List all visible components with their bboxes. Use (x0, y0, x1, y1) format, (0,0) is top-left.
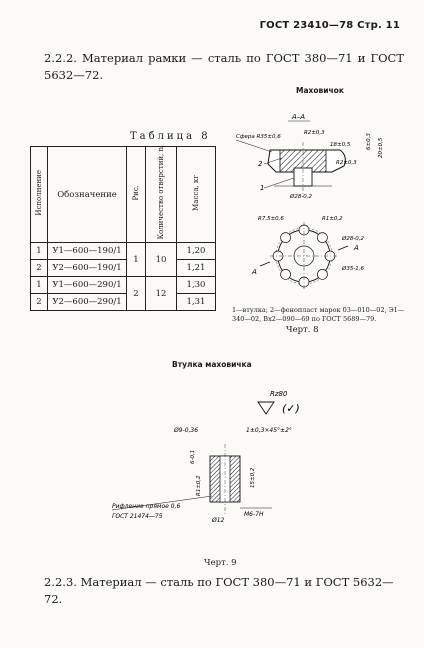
cell-fig: 2 (127, 277, 146, 311)
cell-mass: 1,30 (177, 277, 216, 294)
table-row (31, 260, 216, 277)
rz-label: Rz80 (270, 390, 288, 398)
diam28-label: Ø28-0,2 (290, 194, 313, 200)
r75-label: R7,5±0,6 (258, 216, 284, 222)
dim-18-label: 18±0,5 (330, 142, 351, 148)
d12-label: 15±0,2 (250, 467, 256, 488)
handwheel-section (268, 142, 345, 194)
cell-designation: У1—600—290/1 (48, 277, 127, 294)
r1-label: R1±0,2 (322, 216, 343, 222)
table-row (31, 294, 216, 311)
figure-8-caption: Черт. 8 (286, 325, 319, 335)
d9-label: Ø9-0,36 (174, 427, 199, 434)
cell-exec: 1 (31, 277, 48, 294)
sphere-label: Сфера R35±0,6 (236, 134, 281, 140)
knurl-label: Рифление прямое 0,6 (112, 503, 181, 510)
cell-mass: 1,21 (177, 260, 216, 277)
paragraph-2-2-2: 2.2.2. Материал рамки — сталь по ГОСТ 380—71 и ГОСТ 5632—72. (44, 51, 404, 82)
cell-exec: 1 (31, 243, 48, 260)
figure-9-title: Втулка маховичка (172, 360, 252, 369)
header-figure: Рис. (132, 185, 140, 201)
r1-label-9: R1±0,2 (196, 475, 202, 496)
check-sign: (✓) (282, 402, 300, 415)
figure-9-drawing (100, 384, 320, 542)
page-header: ГОСТ 23410—78 Стр. 11 (259, 20, 400, 31)
figure-9-caption: Черт. 9 (204, 558, 237, 568)
figure-8-drawing (232, 106, 412, 316)
knurl-gost-label: ГОСТ 21474—75 (112, 513, 163, 520)
d5-label: 6-0,1 (190, 449, 196, 464)
part-1-label: 1 (260, 184, 265, 192)
cell-holes: 10 (146, 243, 177, 277)
cut-a-right: А (354, 244, 359, 252)
paragraph-2-2-3: 2.2.3. Материал — сталь по ГОСТ 380—71 и ГОСТ 5632—72. (44, 575, 394, 606)
table-8 (30, 146, 216, 311)
figure-8-title: Маховичок (296, 86, 344, 95)
section-label: А–А (292, 113, 306, 121)
bushing-section (210, 444, 240, 514)
r2-b-label: R2±0,3 (336, 160, 357, 166)
cut-a-left: А (252, 268, 257, 276)
m6-label: М6-7Н (244, 511, 264, 518)
cell-designation: У2—600—290/1 (48, 294, 127, 311)
r2-label: R2±0,3 (304, 130, 325, 136)
chamfer-label: 1±0,3×45°±2° (246, 427, 292, 434)
table-row (31, 243, 216, 260)
diam35-label: Ø35-1,6 (342, 266, 365, 272)
header-holes: Количество отверстий, n (157, 147, 165, 240)
header-execution: Исполнение (35, 170, 43, 217)
cell-designation: У2—600—190/1 (48, 260, 127, 277)
table-caption: Таблица 8 (130, 131, 211, 142)
table-row (31, 277, 216, 294)
cell-fig: 1 (127, 243, 146, 277)
header-designation: Обозначение (48, 147, 127, 243)
figure-8-note: 1—втулка; 2—фенопласт марок 03—010—02, Э1—340—02, Вх2—090—69 по ГОСТ 5689—79. (232, 306, 405, 323)
header-mass: Масса, кг (192, 175, 200, 212)
cell-mass: 1,20 (177, 243, 216, 260)
diam28-b-label: Ø28-0,2 (342, 236, 365, 242)
cell-designation: У1—600—190/1 (48, 243, 127, 260)
handwheel-plan (270, 222, 338, 290)
cell-exec: 2 (31, 260, 48, 277)
part-2-label: 2 (258, 160, 263, 168)
cell-mass: 1,31 (177, 294, 216, 311)
dim-20-label: 20±0,5 (378, 137, 384, 158)
d10-label: Ø12 (212, 517, 225, 524)
dim-6-label: 6±0,3 (366, 133, 372, 150)
table-header-row (31, 147, 216, 243)
cell-exec: 2 (31, 294, 48, 311)
cell-holes: 12 (146, 277, 177, 311)
